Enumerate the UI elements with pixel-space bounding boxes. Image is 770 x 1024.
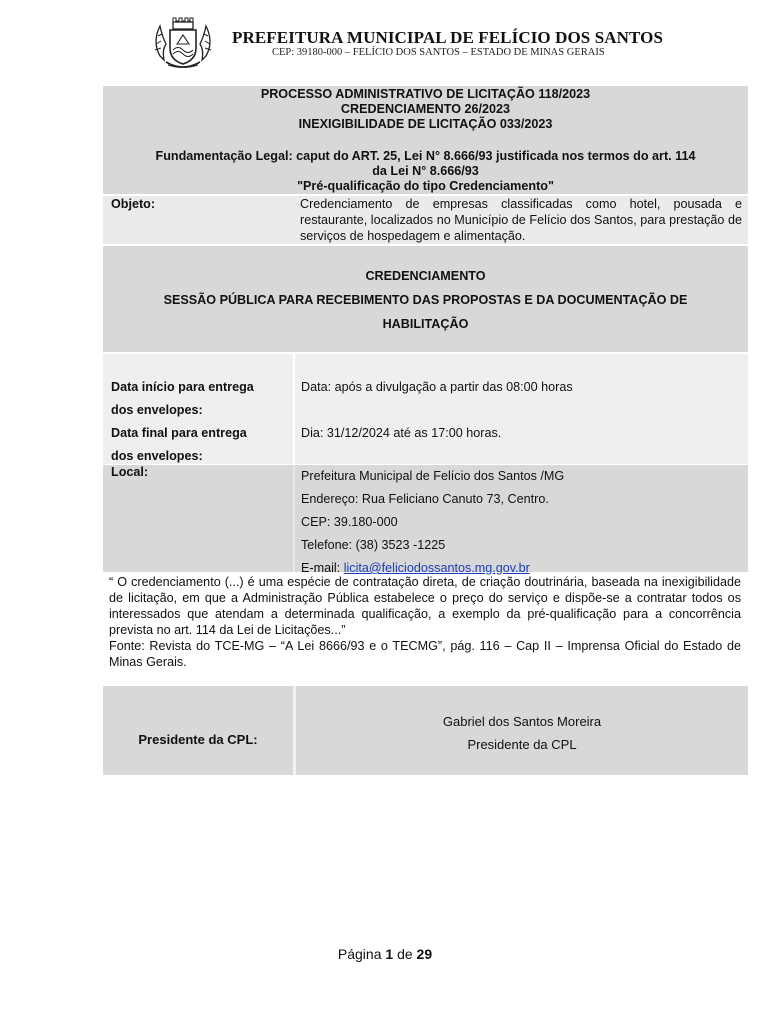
letterhead bbox=[0, 12, 770, 74]
local-details bbox=[301, 465, 564, 580]
session-header bbox=[103, 246, 748, 352]
signer-name: Gabriel dos Santos Moreira bbox=[442, 714, 602, 729]
start-date-label-line2: dos envelopes: bbox=[111, 403, 203, 417]
signature-details bbox=[296, 710, 748, 756]
objeto-row bbox=[103, 196, 748, 244]
of-word: de bbox=[397, 946, 413, 962]
start-date-label-line1: Data início para entrega bbox=[111, 380, 254, 394]
session-subtitle-line2: HABILITAÇÃO bbox=[382, 317, 469, 331]
email-link[interactable]: licita@feliciodossantos.mg.gov.br bbox=[343, 561, 530, 575]
page-current: 1 bbox=[385, 946, 394, 962]
end-date-value: Dia: 31/12/2024 até as 17:00 horas. bbox=[301, 426, 502, 440]
local-label: Local: bbox=[111, 465, 149, 479]
legal-basis-line2: da Lei N° 8.666/93 bbox=[372, 164, 479, 178]
signature-block bbox=[103, 686, 748, 775]
doctrine-quote bbox=[109, 574, 741, 670]
end-date-label-line2: dos envelopes: bbox=[111, 449, 203, 463]
page-total: 29 bbox=[416, 946, 433, 962]
signature-label: Presidente da CPL: bbox=[138, 732, 258, 747]
end-date-label-line1: Data final para entrega bbox=[111, 426, 247, 440]
start-date-value: Data: após a divulgação a partir das 08:00 horas bbox=[301, 380, 573, 394]
session-title: CREDENCIAMENTO bbox=[365, 269, 486, 283]
page-word: Página bbox=[337, 946, 382, 962]
legal-basis-line3: "Pré-qualificação do tipo Credenciamento" bbox=[297, 179, 554, 193]
credenciamento-number: CREDENCIAMENTO 26/2023 bbox=[340, 102, 511, 116]
coat-of-arms-icon bbox=[146, 14, 220, 72]
local-address: Endereço: Rua Feliciano Canuto 73, Centro. bbox=[301, 492, 549, 506]
legal-basis-line1: Fundamentação Legal: caput do ART. 25, Lei N° 8.666/93 justificada nos termos do art. 114 bbox=[155, 149, 696, 163]
local-phone: Telefone: (38) 3523 -1225 bbox=[301, 538, 446, 552]
process-number: PROCESSO ADMINISTRATIVO DE LICITAÇÃO 118/2023 bbox=[260, 87, 591, 101]
objeto-value: Credenciamento de empresas classificadas como hotel, pousada e restaurante, localizados no Município de Felício dos Santos, para prestação de serviços de hospedagem e alimentação. bbox=[300, 197, 742, 243]
email-label: E-mail: bbox=[301, 561, 344, 575]
org-name: PREFEITURA MUNICIPAL DE FELÍCIO DOS SANTOS bbox=[232, 28, 664, 47]
inexigibilidade-number: INEXIGIBILIDADE DE LICITAÇÃO 033/2023 bbox=[298, 117, 553, 131]
quote-source: Fonte: Revista do TCE-MG – “A Lei 8666/93 e o TECMG”, pág. 116 – Cap II – Imprensa Oficial do Estado de Minas Gerais. bbox=[109, 639, 741, 669]
dates-section bbox=[103, 354, 748, 464]
column-divider bbox=[293, 465, 295, 572]
org-address: CEP: 39180-000 – FELÍCIO DOS SANTOS – ESTADO DE MINAS GERAIS bbox=[272, 47, 605, 58]
local-section bbox=[103, 465, 748, 575]
local-cep: CEP: 39.180-000 bbox=[301, 515, 398, 529]
session-subtitle-line1: SESSÃO PÚBLICA PARA RECEBIMENTO DAS PROPOSTAS E DA DOCUMENTAÇÃO DE bbox=[163, 293, 688, 307]
local-place: Prefeitura Municipal de Felício dos Santos /MG bbox=[301, 469, 565, 483]
column-divider bbox=[293, 354, 295, 464]
page-footer bbox=[0, 946, 770, 962]
objeto-label: Objeto: bbox=[111, 197, 156, 211]
process-header bbox=[103, 86, 748, 194]
quote-text: “ O credenciamento (...) é uma espécie de contratação direta, de criação doutrinária, baseada na inexigibilidade de licitação, em que a Administração Pública estabelece o preço do serviço e dispõe-se a contratar todos os interessados que atendam a determinada qualificação, a exemplo da pré-qualificação para a concorrência prevista no art. 114 da Lei de Licitações...” bbox=[109, 575, 741, 637]
signer-role: Presidente da CPL bbox=[467, 737, 577, 752]
